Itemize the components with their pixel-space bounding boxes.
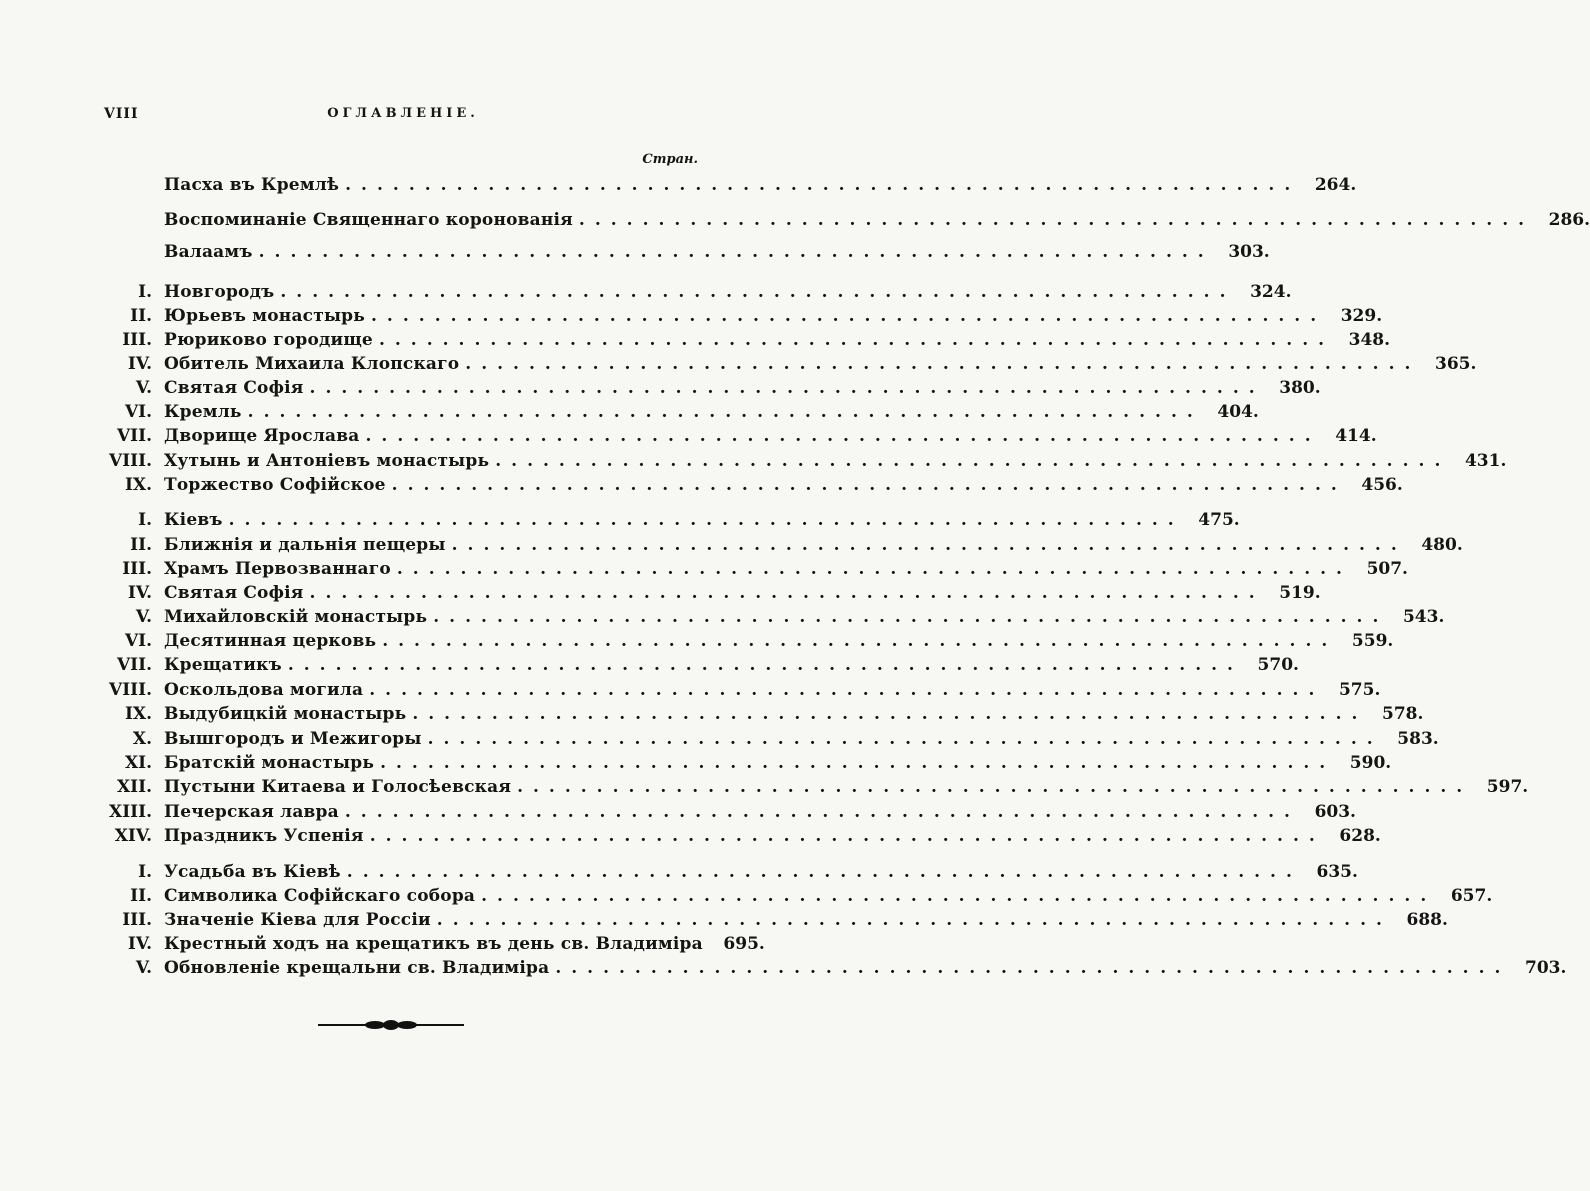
chapter-page-number: 657. (1450, 886, 1493, 906)
chapter-page-number: 475. (1198, 510, 1240, 530)
chapter-title: Усадьба въ Кіевѣ (164, 862, 341, 882)
toc-entry (104, 800, 1356, 824)
chapter-number: IX. (124, 475, 152, 495)
chapter-title: Ближнія и дальнія пещеры (164, 535, 446, 555)
toc-entry (104, 352, 1477, 376)
toc-entry (104, 727, 1439, 751)
chapter-title: Братскій монастырь (164, 753, 375, 773)
toc-entry (104, 884, 1493, 908)
chapter-page-number: 286. (1548, 210, 1590, 230)
chapter-number: III. (122, 330, 152, 350)
chapter-title: Хутынь и Антоніевъ монастырь (164, 451, 490, 471)
chapter-number: VIII. (109, 680, 152, 700)
chapter-title: Оскольдова могила (164, 680, 364, 700)
chapter-title: Выдубицкій монастырь (164, 704, 407, 724)
chapter-number: II. (130, 535, 152, 555)
toc-entry (104, 824, 1381, 848)
chapter-number: XIV. (114, 826, 152, 846)
chapter-number: IV. (127, 354, 152, 374)
dot-leader: ............................................................ (369, 680, 1325, 700)
toc-entry (104, 280, 1292, 304)
chapter-number: IX. (124, 704, 152, 724)
page-header (104, 106, 702, 130)
toc-entry (104, 304, 1383, 328)
dot-leader: ............................................................ (436, 910, 1392, 930)
chapter-number: I. (138, 510, 152, 530)
chapter-title: Вышгородъ и Межигоры (164, 729, 422, 749)
chapter-title: Храмъ Первозваннаго (164, 559, 391, 579)
toc-entry (104, 678, 1381, 702)
toc-entry (104, 557, 1408, 581)
dot-leader: ............................................................ (309, 583, 1265, 603)
chapter-number: VII. (116, 655, 152, 675)
chapter-title: Рюриково городище (164, 330, 373, 350)
chapter-page-number: 688. (1406, 910, 1448, 930)
chapter-page-number: 480. (1421, 535, 1463, 555)
dot-leader: ............................................................ (495, 451, 1451, 471)
dot-leader: ............................................................ (412, 704, 1368, 724)
page-column-heading: Стран. (642, 152, 698, 167)
toc-entry (104, 449, 1507, 473)
chapter-title: Михайловскій монастырь (164, 607, 428, 627)
chapter-number: IV. (127, 934, 152, 954)
chapter-number: II. (130, 306, 152, 326)
dot-leader: ............................................................ (258, 242, 1214, 262)
chapter-title: Святая Софія (164, 583, 304, 603)
dot-leader: ............................................................ (391, 475, 1347, 495)
dot-leader: ............................................................ (371, 306, 1327, 326)
dot-leader: ............................................................ (369, 826, 1325, 846)
chapter-number: III. (122, 559, 152, 579)
chapter-number: III. (122, 910, 152, 930)
chapter-number: VII. (116, 426, 152, 446)
toc-entry (104, 208, 1590, 232)
running-title: ОГЛАВЛЕНІЕ. (327, 106, 479, 121)
dot-leader: ............................................................ (228, 510, 1184, 530)
chapter-title: Десятинная церковь (164, 631, 377, 651)
chapter-page-number: 543. (1402, 607, 1445, 627)
chapter-page-number: 431. (1464, 451, 1507, 471)
chapter-number: VI. (124, 402, 152, 422)
chapter-number: I. (138, 862, 152, 882)
chapter-number: XI. (124, 753, 152, 773)
toc-entry (104, 932, 765, 956)
chapter-number: VIII. (109, 451, 152, 471)
chapter-number: V. (135, 607, 152, 627)
chapter-number: X. (132, 729, 152, 749)
chapter-page-number: 570. (1257, 655, 1299, 675)
chapter-page-number: 628. (1339, 826, 1381, 846)
toc-entry (104, 629, 1394, 653)
dot-leader: ............................................................ (346, 862, 1302, 882)
dot-leader: ............................................................ (555, 958, 1511, 978)
dot-leader: ............................................................ (365, 426, 1321, 446)
chapter-page-number: 329. (1340, 306, 1383, 326)
chapter-title: Значеніе Кіева для Россіи (164, 910, 431, 930)
toc-entry (104, 581, 1321, 605)
dot-leader: ............................................................ (481, 886, 1437, 906)
chapter-title: Валаамъ (164, 242, 253, 262)
toc-entry (104, 424, 1377, 448)
chapter-page-number: 519. (1279, 583, 1321, 603)
chapter-title: Праздникъ Успенія (164, 826, 364, 846)
chapter-title: Обитель Михаила Клопскаго (164, 354, 460, 374)
chapter-page-number: 559. (1351, 631, 1394, 651)
chapter-page-number: 264. (1314, 175, 1357, 195)
dot-leader: ............................................................ (345, 175, 1301, 195)
toc-entry (104, 605, 1445, 629)
chapter-page-number: 578. (1382, 704, 1424, 724)
chapter-title: Торжество Софійское (164, 475, 386, 495)
toc-entry (104, 400, 1259, 424)
chapter-page-number: 507. (1366, 559, 1408, 579)
chapter-title: Новгородъ (164, 282, 275, 302)
chapter-title: Святая Софія (164, 378, 304, 398)
toc-entry (104, 173, 1357, 197)
chapter-page-number: 324. (1250, 282, 1292, 302)
chapter-page-number: 404. (1217, 402, 1259, 422)
chapter-page-number: 380. (1279, 378, 1321, 398)
chapter-title: Крестный ходъ на крещатикъ въ день св. Владиміра (164, 934, 703, 954)
chapter-title: Дворище Ярослава (164, 426, 360, 446)
toc-entry (104, 508, 1240, 532)
chapter-page-number: 456. (1361, 475, 1403, 495)
dot-leader: ............................................................ (427, 729, 1383, 749)
toc-entry (104, 376, 1321, 400)
dot-leader: ............................................................ (247, 402, 1203, 422)
chapter-number: V. (135, 378, 152, 398)
chapter-title: Пасха въ Кремлѣ (164, 175, 340, 195)
chapter-page-number: 635. (1316, 862, 1358, 882)
dot-leader: ............................................................ (382, 631, 1338, 651)
chapter-title: Пустыни Китаева и Голосѣевская (164, 777, 512, 797)
chapter-title: Обновленіе крещальни св. Владиміра (164, 958, 550, 978)
chapter-number: II. (130, 886, 152, 906)
chapter-number: XII. (116, 777, 152, 797)
ornament-divider-icon (318, 1017, 464, 1033)
toc-entry (104, 533, 1463, 557)
chapter-page-number: 583. (1397, 729, 1439, 749)
dot-leader: ............................................................ (378, 330, 1335, 350)
toc-entry (104, 956, 1567, 980)
chapter-number: V. (135, 958, 152, 978)
chapter-number: I. (138, 282, 152, 302)
chapter-page-number: 590. (1349, 753, 1392, 773)
chapter-page-number: 597. (1486, 777, 1529, 797)
toc-entry (104, 240, 1270, 264)
toc-entry (104, 775, 1529, 799)
toc-entry (104, 702, 1424, 726)
chapter-page-number: 303. (1228, 242, 1270, 262)
toc-entry (104, 908, 1448, 932)
dot-leader: ............................................................ (517, 777, 1473, 797)
toc-entry (104, 653, 1299, 677)
dot-leader: ............................................................ (433, 607, 1389, 627)
chapter-number: XIII. (109, 802, 152, 822)
page-number-roman: VIII (104, 106, 139, 122)
dot-leader: ............................................................ (287, 655, 1243, 675)
dot-leader: ............................................................ (465, 354, 1421, 374)
chapter-number: VI. (124, 631, 152, 651)
chapter-title: Крещатикъ (164, 655, 282, 675)
chapter-title: Кіевъ (164, 510, 223, 530)
chapter-title: Кремль (164, 402, 242, 422)
chapter-title: Символика Софійскаго собора (164, 886, 476, 906)
chapter-page-number: 603. (1314, 802, 1356, 822)
chapter-title: Юрьевъ монастырь (164, 306, 366, 326)
chapter-page-number: 414. (1335, 426, 1377, 446)
chapter-title: Печерская лавра (164, 802, 339, 822)
chapter-page-number: 703. (1525, 958, 1567, 978)
dot-leader: ............................................................ (396, 559, 1352, 579)
chapter-page-number: 365. (1435, 354, 1477, 374)
dot-leader: ............................................................ (344, 802, 1300, 822)
chapter-page-number: 695. (723, 934, 765, 954)
toc-entry (104, 751, 1392, 775)
toc-entry (104, 328, 1391, 352)
chapter-number: IV. (127, 583, 152, 603)
dot-leader: ............................................................ (578, 210, 1535, 230)
dot-leader: ............................................................ (280, 282, 1236, 302)
toc-entry (104, 860, 1358, 884)
chapter-page-number: 575. (1338, 680, 1381, 700)
chapter-title: Воспоминаніе Священнаго коронованія (164, 210, 573, 230)
dot-leader: ............................................................ (309, 378, 1265, 398)
dot-leader: ............................................................ (380, 753, 1336, 773)
toc-entry (104, 473, 1403, 497)
dot-leader: ............................................................ (451, 535, 1407, 555)
chapter-page-number: 348. (1348, 330, 1391, 350)
